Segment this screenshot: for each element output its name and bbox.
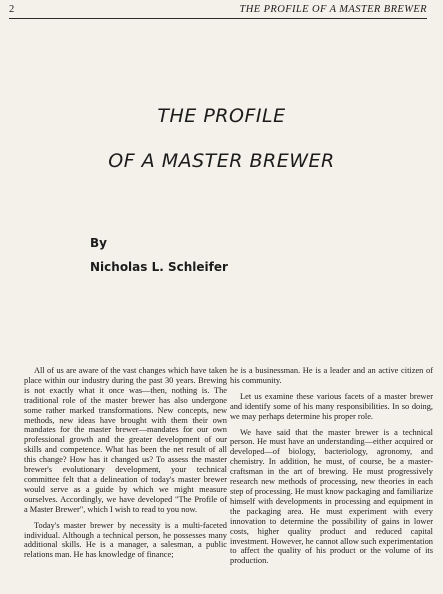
paragraph: Today's master brewer by necessity is a multi-faceted individual. Although a technical person, he possesses many additional skills. He is a manager, a salesman, a public relations man. He has knowledge of finance; [24,520,227,560]
page-number: 2 [9,4,15,15]
header-rule [9,18,427,19]
running-title: THE PROFILE OF A MASTER BREWER [239,4,427,15]
byline-by: By [90,236,107,250]
author-name: Nicholas L. Schleifer [90,260,228,274]
article-title-line-2: OF A MASTER BREWER [108,150,335,172]
body-column-right [230,366,433,572]
article-title-line-1: THE PROFILE [157,105,286,127]
body-column-left [24,366,227,566]
paragraph: Let us examine these various facets of a master brewer and identify some of his many responsibilities. In so doing, we may perhaps determine his proper role. [230,391,433,421]
paragraph: he is a businessman. He is a leader and an active citizen of his community. [230,366,433,385]
running-header [9,4,427,18]
paragraph: We have said that the master brewer is a technical person. He must have an understanding—either acquired or developed—of biology, bacteriology, agronomy, and chemistry. In addition, he must, of course, be a master-craftsman in the art of brewing. He must progressively research new methods of processing, new theories in each step of processing. He must know packaging and familiarize himself with developments in processing and equipment in the packaging area. He must experiment with every innovation to determine the possibility of gains in lower costs, higher quality product and reduced capital investment. However, he cannot allow such experimentation to affect the quality of his product or the volume of its production. [230,427,433,566]
paragraph: All of us are aware of the vast changes which have taken place within our industry during the past 30 years. Brewing is not exactly what it once was—then, nothing is. The traditional role of the master brewer has also undergone some rather marked transformations. New concepts, new methods, new ideas have brought with them their own mandates for the master brewer—mandates for our own professional growth and the greater development of our skills and competence. What has been the net result of all this change? How has it changed us? To assess the master brewer's evolutionary development, your technical committee felt that a delineation of today's master brewer would serve as a guide by which we might measure ourselves. Accordingly, we have developed "The Profile of a Master Brewer", which I wish to read to you now. [24,366,227,514]
